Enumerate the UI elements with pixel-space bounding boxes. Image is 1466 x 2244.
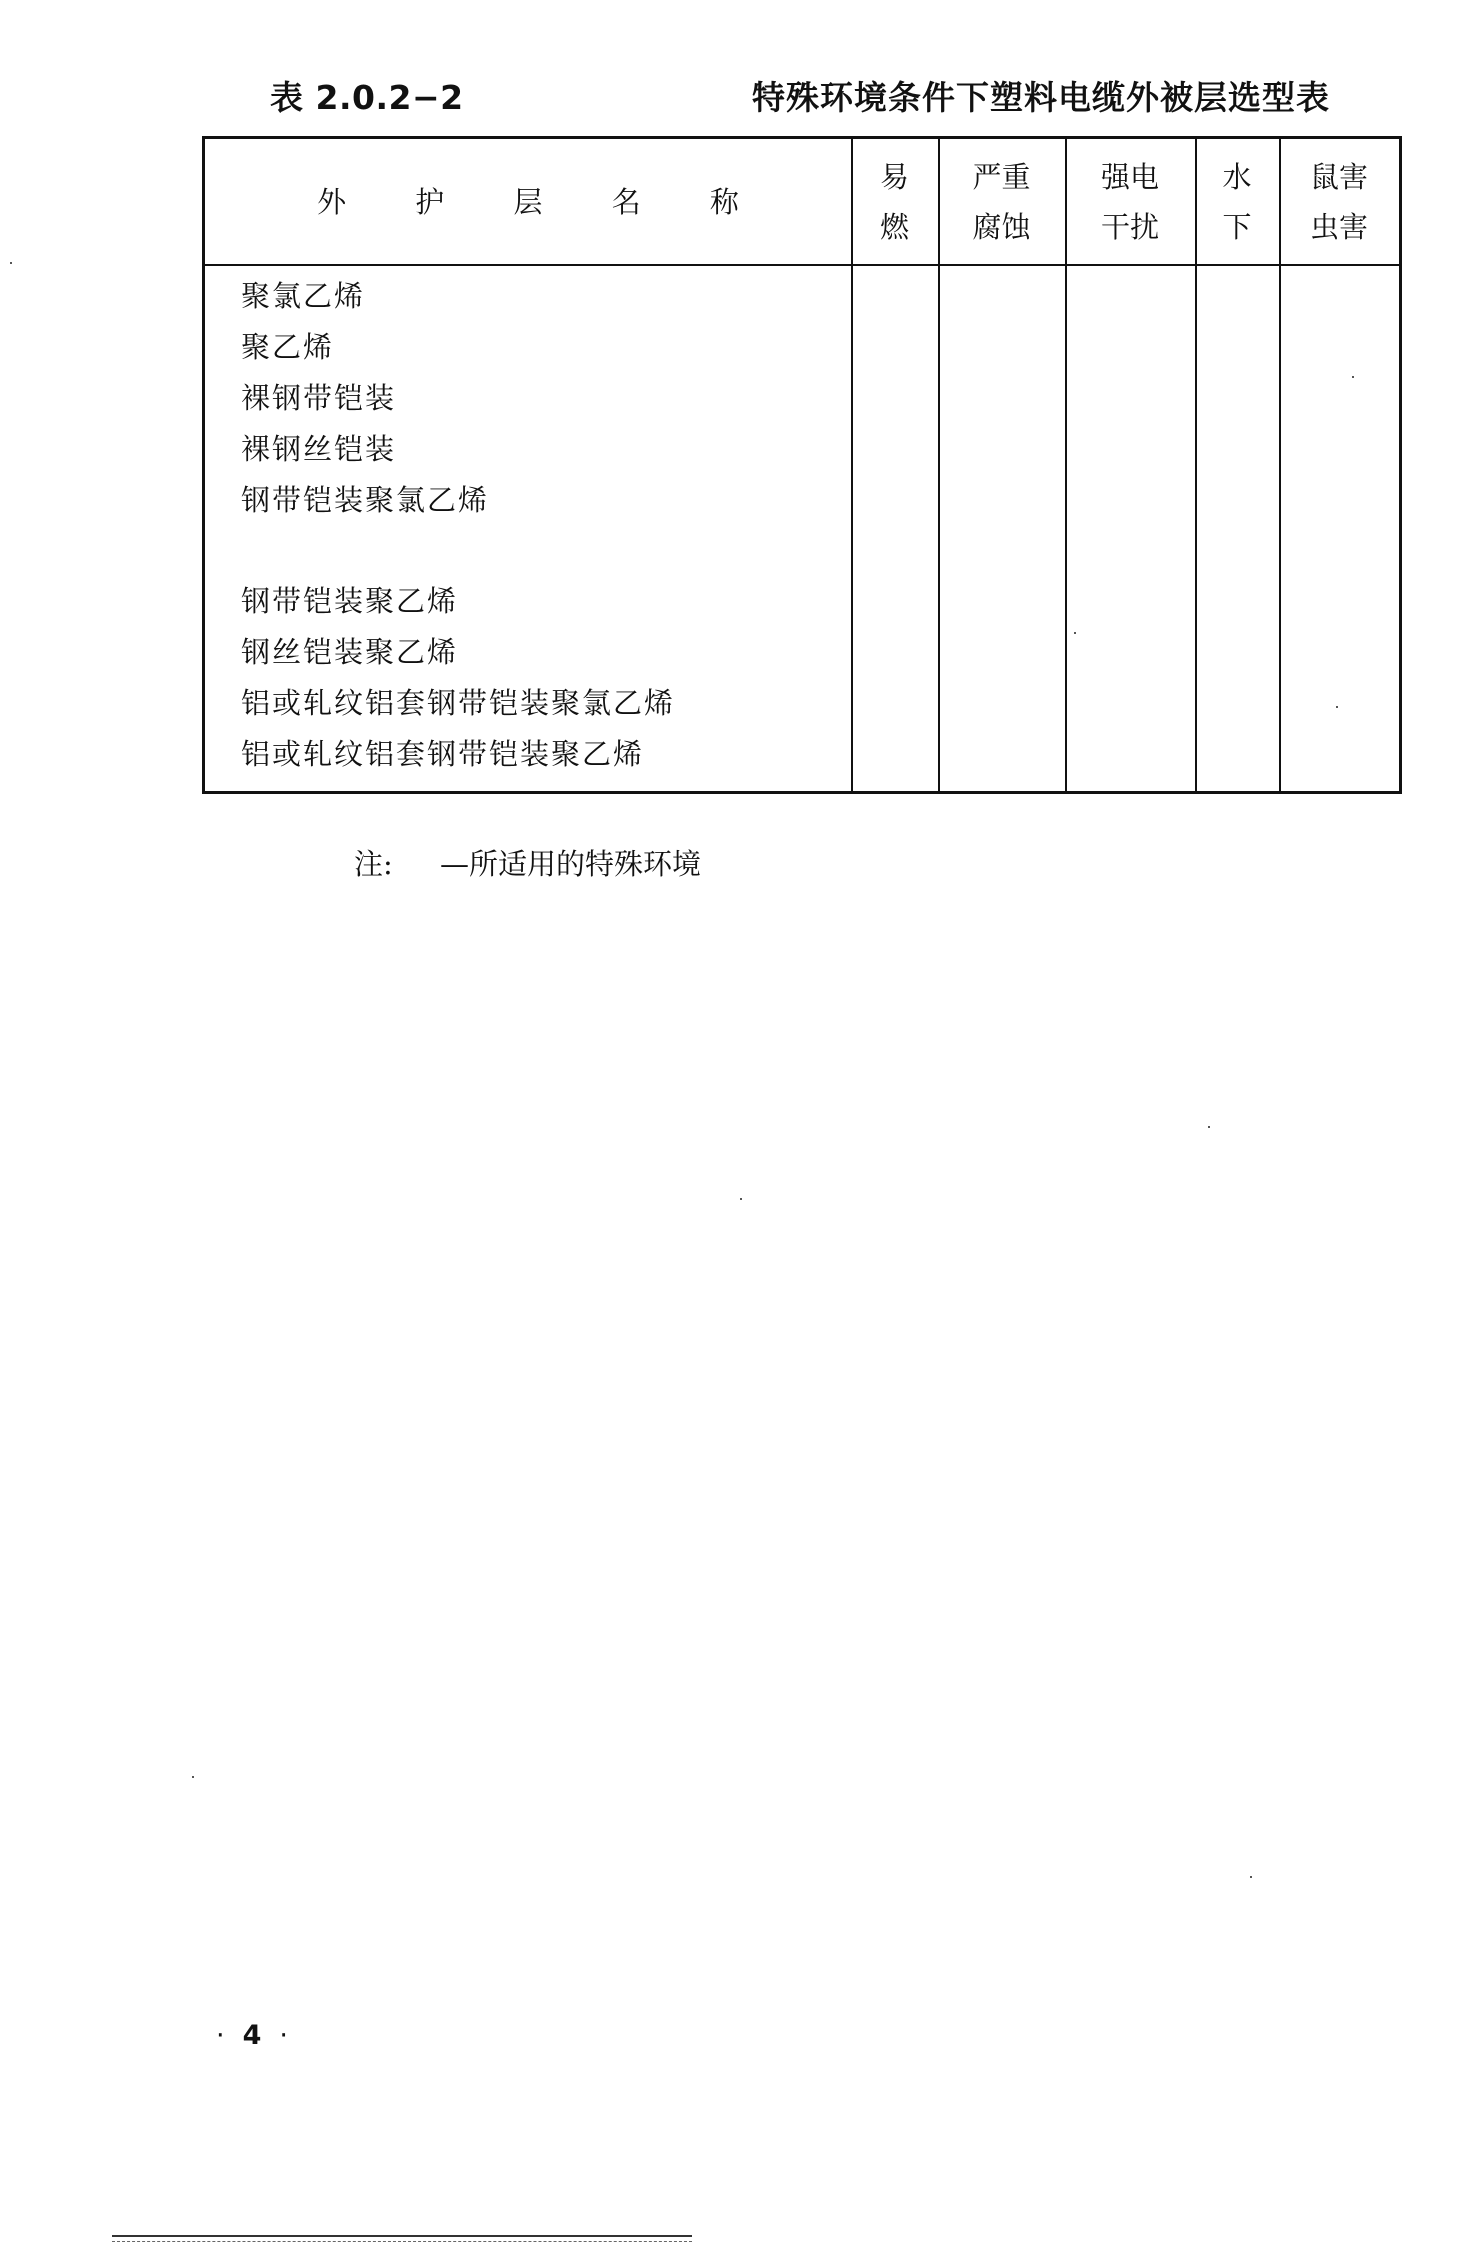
column-header-underwater: 水 下 — [1222, 159, 1252, 244]
page-number-left-dot: · — [216, 2020, 225, 2051]
table-row: 聚氯乙烯 — [241, 279, 366, 313]
table-row: 铝或轧纹铝套钢带铠装聚乙烯 — [241, 737, 645, 771]
column-header-flammable: 易 燃 — [879, 159, 909, 244]
table-caption — [270, 72, 1330, 122]
scan-speck — [1074, 632, 1076, 634]
scan-speck — [1336, 706, 1338, 708]
table-body — [241, 271, 841, 780]
scan-speck — [10, 262, 12, 264]
scan-speck — [192, 1776, 194, 1778]
scan-speck — [1352, 376, 1354, 378]
column-header-sheath-name: 外 护 层 名 称 — [317, 184, 769, 219]
table-row-spacer — [241, 526, 841, 576]
column-divider — [851, 139, 853, 791]
column-divider — [938, 139, 940, 791]
column-header-strong-interference: 强电 干扰 — [1100, 159, 1159, 244]
cable-sheath-selection-table — [202, 136, 1402, 794]
table-row: 裸钢丝铠装 — [241, 432, 397, 466]
note-label: 注: — [354, 847, 393, 881]
scan-speck — [1208, 1126, 1210, 1128]
column-divider — [1065, 139, 1067, 791]
column-header-severe-corrosion: 严重 腐蚀 — [972, 159, 1031, 244]
table-row: 钢带铠装聚氯乙烯 — [241, 483, 490, 517]
table-title: 特殊环境条件下塑料电缆外被层选型表 — [752, 78, 1330, 117]
page-number-right-dot: · — [279, 2020, 288, 2051]
note-text: —所适用的特殊环境 — [440, 847, 702, 881]
scan-speck — [740, 1198, 742, 1200]
page-number-value: 4 — [242, 2020, 262, 2051]
table-row: 裸钢带铠装 — [241, 381, 397, 415]
table-number: 表 2.0.2−2 — [270, 78, 464, 117]
column-divider — [1195, 139, 1197, 791]
table-note — [354, 842, 701, 883]
header-divider — [205, 264, 1399, 266]
table-row: 铝或轧纹铝套钢带铠装聚氯乙烯 — [241, 686, 676, 720]
scan-speck — [1250, 1876, 1252, 1878]
column-divider — [1279, 139, 1281, 791]
table-row: 钢丝铠装聚乙烯 — [241, 635, 459, 669]
page-number — [198, 2020, 306, 2051]
column-header-rodent-insect: 鼠害 虫害 — [1309, 159, 1368, 244]
table-row: 聚乙烯 — [241, 330, 335, 364]
table-row: 钢带铠装聚乙烯 — [241, 584, 459, 618]
bottom-rule — [112, 2235, 692, 2242]
